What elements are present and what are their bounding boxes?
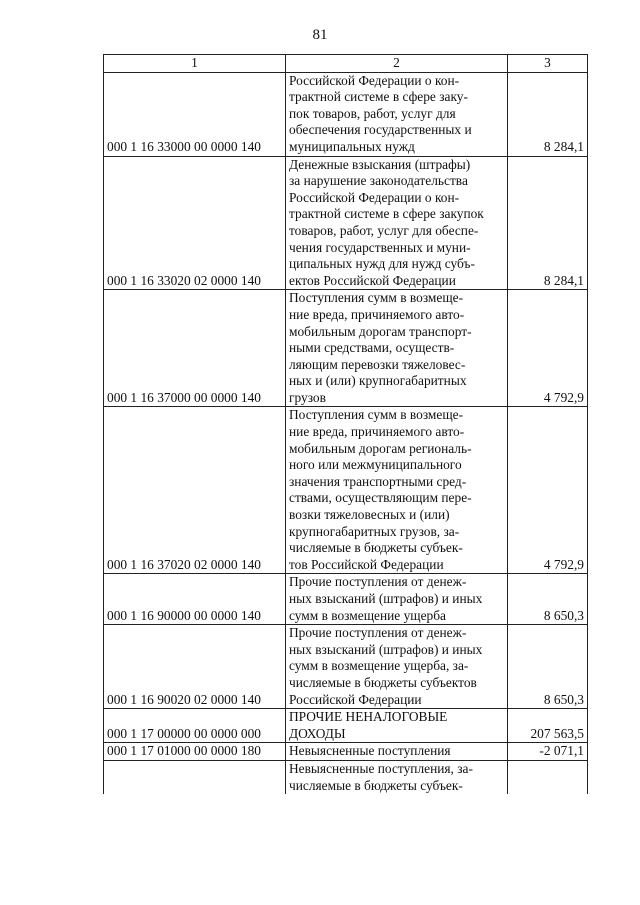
description-line: ных взысканий (штрафов) и иных <box>289 641 483 657</box>
amount-cell: 8 284,1 <box>508 156 588 290</box>
description-line: сумм в возмещение ущерба, за- <box>289 658 469 674</box>
budget-code-cell: 000 1 16 33000 00 0000 140 <box>104 72 286 156</box>
description-line: ПРОЧИЕ НЕНАЛОГОВЫЕ <box>289 709 448 725</box>
description-line: ДОХОДЫ <box>289 725 346 741</box>
amount-cell: 207 563,5 <box>508 709 588 743</box>
description-line: числяемые в бюджеты субъек- <box>289 777 463 793</box>
description-line: сумм в возмещение ущерба <box>289 607 446 623</box>
description-line: возки тяжеловесных и (или) <box>289 507 450 523</box>
description-line: Российской Федерации <box>289 691 422 707</box>
description-line: товаров, работ, услуг для обеспе- <box>289 222 479 238</box>
table-row <box>104 290 588 407</box>
budget-code-cell: 000 1 17 01000 00 0000 180 <box>104 743 286 761</box>
budget-code-cell: 000 1 17 00000 00 0000 000 <box>104 709 286 743</box>
description-line: ствами, осуществляющим пере- <box>289 490 472 506</box>
description-line: тов Российской Федерации <box>289 556 444 572</box>
description-line: мобильным дорогам транспорт- <box>289 323 472 339</box>
description-line: грузов <box>289 389 326 405</box>
description-cell <box>286 743 508 761</box>
description-line: ного или межмуниципального <box>289 457 462 473</box>
description-line: Невыясненные поступления <box>289 743 451 759</box>
table-row <box>104 72 588 156</box>
budget-code-cell <box>104 760 286 794</box>
column-header-1: 1 <box>104 55 286 73</box>
table-row <box>104 625 588 709</box>
amount-cell: 8 650,3 <box>508 574 588 625</box>
table-row <box>104 407 588 574</box>
budget-code-cell: 000 1 16 90000 00 0000 140 <box>104 574 286 625</box>
description-line: значения транспортными сред- <box>289 473 467 489</box>
description-line: Невыясненные поступления, за- <box>289 760 473 776</box>
description-line: Поступления сумм в возмеще- <box>289 290 464 306</box>
description-line: Российской Федерации о кон- <box>289 72 460 88</box>
budget-code-cell: 000 1 16 37000 00 0000 140 <box>104 290 286 407</box>
description-line: ние вреда, причиняемого авто- <box>289 306 465 322</box>
amount-cell <box>508 760 588 794</box>
description-line: числяемые в бюджеты субъектов <box>289 674 477 690</box>
description-cell <box>286 625 508 709</box>
description-line: ципальных нужд для нужд субъ- <box>289 256 475 272</box>
description-cell <box>286 407 508 574</box>
column-header-3: 3 <box>508 55 588 73</box>
description-cell <box>286 290 508 407</box>
page-number: 81 <box>312 27 328 43</box>
table-row <box>104 760 588 794</box>
column-header-2: 2 <box>286 55 508 73</box>
amount-cell: 8 284,1 <box>508 72 588 156</box>
description-line: ляющим перевозки тяжеловес- <box>289 356 466 372</box>
description-line: ектов Российской Федерации <box>289 272 456 288</box>
amount-cell: 8 650,3 <box>508 625 588 709</box>
description-line: пок товаров, работ, услуг для <box>289 105 456 121</box>
description-line: мобильным дорогам региональ- <box>289 440 472 456</box>
description-line: Поступления сумм в возмеще- <box>289 407 464 423</box>
description-line: Денежные взыскания (штрафы) <box>289 156 471 172</box>
description-line: за нарушение законодательства <box>289 173 468 189</box>
budget-code-cell: 000 1 16 37020 02 0000 140 <box>104 407 286 574</box>
description-line: трактной системе в сфере заку- <box>289 89 468 105</box>
amount-cell: 4 792,9 <box>508 290 588 407</box>
budget-table <box>103 54 588 794</box>
description-line: ных и (или) крупногабаритных <box>289 373 467 389</box>
table-row <box>104 709 588 743</box>
budget-code-cell: 000 1 16 90020 02 0000 140 <box>104 625 286 709</box>
description-line: числяемые в бюджеты субъек- <box>289 540 463 556</box>
description-cell <box>286 709 508 743</box>
table-header-row <box>104 55 588 73</box>
table-row <box>104 574 588 625</box>
table-row <box>104 156 588 290</box>
description-line: ние вреда, причиняемого авто- <box>289 424 465 440</box>
description-line: обеспечения государственных и <box>289 122 472 138</box>
description-cell <box>286 760 508 794</box>
description-line: трактной системе в сфере закупок <box>289 206 484 222</box>
description-line: Прочие поступления от денеж- <box>289 574 467 590</box>
table-body <box>104 55 588 795</box>
description-line: Прочие поступления от денеж- <box>289 625 467 641</box>
description-line: ными средствами, осуществ- <box>289 340 455 356</box>
description-cell <box>286 156 508 290</box>
description-cell <box>286 574 508 625</box>
budget-code-cell: 000 1 16 33020 02 0000 140 <box>104 156 286 290</box>
description-cell <box>286 72 508 156</box>
description-line: ных взысканий (штрафов) и иных <box>289 591 483 606</box>
table-row <box>104 743 588 761</box>
description-line: чения государственных и муни- <box>289 239 471 255</box>
amount-cell: 4 792,9 <box>508 407 588 574</box>
description-line: Российской Федерации о кон- <box>289 189 460 205</box>
description-line: муниципальных нужд <box>289 138 415 154</box>
amount-cell: -2 071,1 <box>508 743 588 761</box>
description-line: крупногабаритных грузов, за- <box>289 523 460 539</box>
